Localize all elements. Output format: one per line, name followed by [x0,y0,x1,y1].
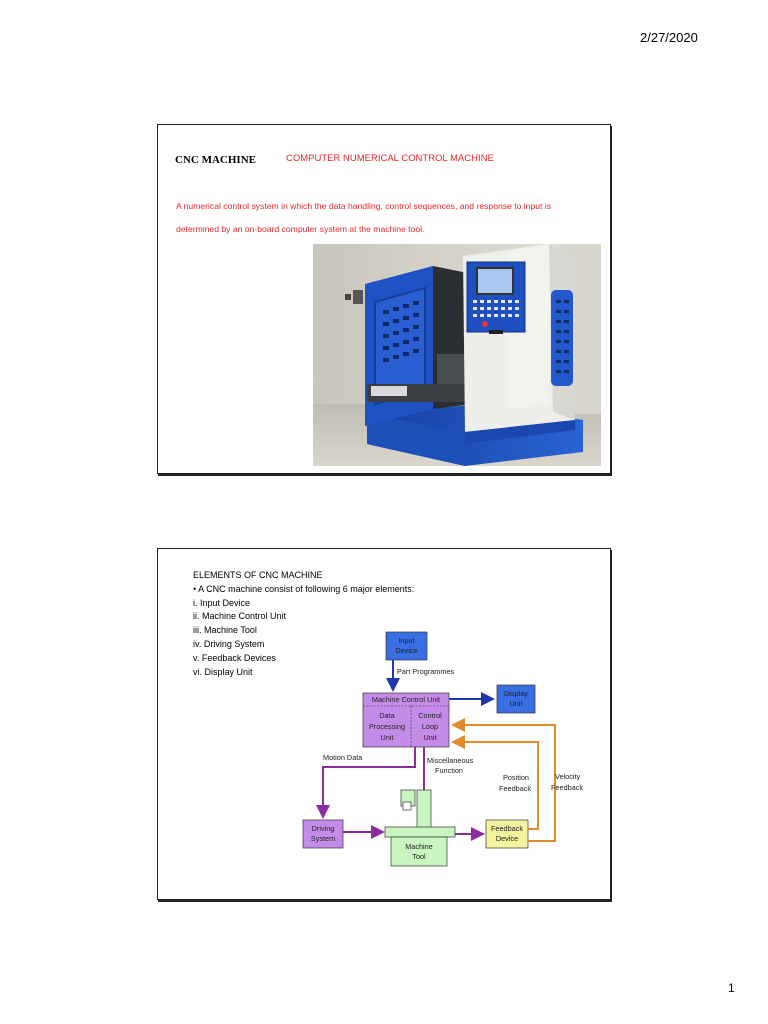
list-item: iii. Machine Tool [193,625,257,636]
list-item: i. Input Device [193,597,251,608]
input-device-label-2: Device [395,646,418,655]
control-loop-label-1: Control [418,711,442,720]
page-date: 2/27/2020 [640,30,698,45]
machine-tool-label-2: Tool [412,852,426,861]
display-unit-label-1: Display [504,689,528,698]
list-item: ii. Machine Control Unit [193,611,287,622]
slide-title: CNC MACHINE [175,154,256,166]
slide-description: A numerical control system in which the data handling, control sequences, and response to input is determined by an on-board computer system at the machine tool. [176,201,551,234]
machine-tool-label-1: Machine [405,842,433,851]
slide-cnc-machine [157,124,611,474]
velocity-feedback-label-2: Feedback [551,783,584,792]
misc-function-label-2: Function [435,766,463,775]
cnc-block-diagram [293,627,593,877]
control-loop-label-2: Loop [421,722,439,731]
part-programmes-label: Part Programmes [397,667,455,676]
slide-heading: ELEMENTS OF CNC MACHINE [193,570,323,580]
slide-subtitle: COMPUTER NUMERICAL CONTROL MACHINE [286,153,494,164]
slide-elements-of-cnc [157,548,611,900]
cnc-machine-photo [313,244,601,466]
control-loop-label-3: Unit [423,733,437,742]
display-unit-label-2: Unit [509,699,523,708]
position-feedback-label-1: Position [503,773,529,782]
position-feedback-label-2: Feedback [499,784,532,793]
page-number: 1 [728,981,735,995]
feedback-device-label-1: Feedback [490,824,524,833]
list-item: iv. Driving System [193,638,265,649]
bullet-text: • A CNC machine consist of following 6 major elements: [193,583,415,594]
motion-data-label: Motion Data [323,753,363,762]
list-item: vi. Display Unit [193,666,253,677]
feedback-device-label-2: Device [495,834,519,843]
input-device-label-1: Input [398,636,415,645]
driving-system-label-2: System [310,834,336,843]
data-processing-label-3: Unit [380,733,394,742]
data-processing-label-2: Processing [368,722,406,731]
misc-function-label-1: Miscellaneous [427,756,474,765]
velocity-feedback-label-1: Velocity [555,772,581,781]
machine-control-unit-label: Machine Control Unit [371,695,441,704]
list-item: v. Feedback Devices [193,652,276,663]
driving-system-label-1: Driving [311,824,335,833]
data-processing-label-1: Data [379,711,395,720]
